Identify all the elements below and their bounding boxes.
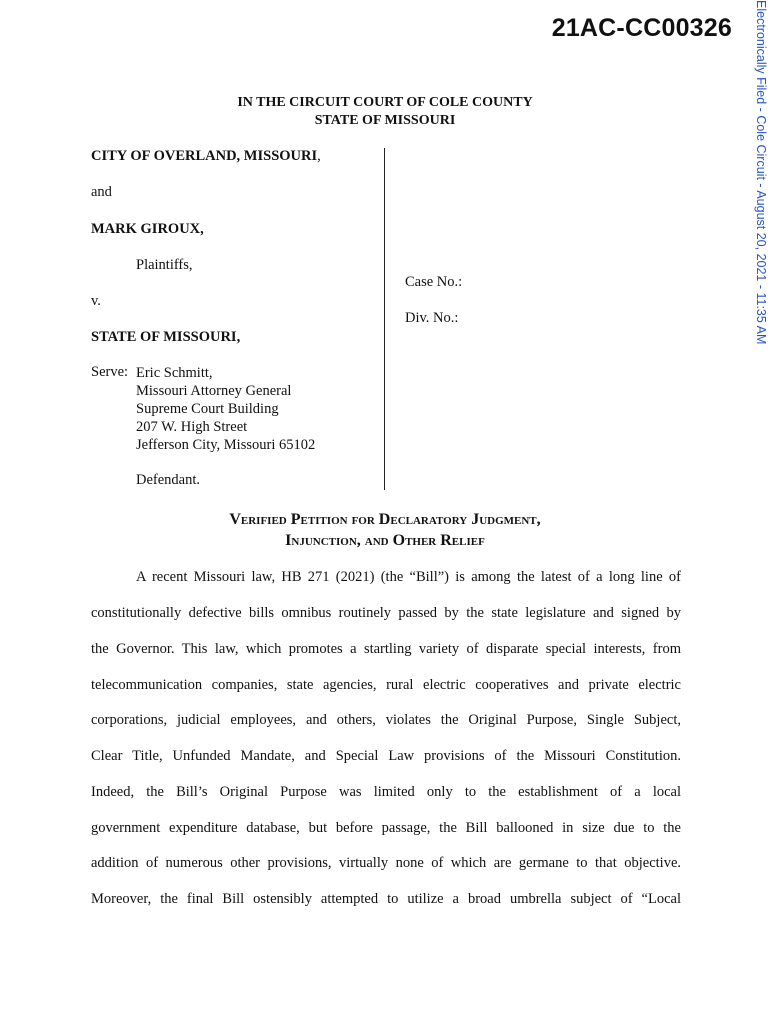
body-line: Clear Title, Unfunded Mandate, and Special Law provisions of the Missouri Constitution.: [91, 748, 681, 764]
body-line: Moreover, the final Bill ostensibly attempted to utilize a broad umbrella subject of “Local: [91, 891, 681, 907]
serve-line: 207 W. High Street: [136, 419, 248, 435]
and-conjunction: and: [91, 184, 112, 200]
versus: v.: [91, 293, 101, 309]
petition-title: [0, 509, 770, 551]
body-line: government expenditure database, but before passage, the Bill ballooned in size due to the: [91, 820, 681, 836]
caption-divider: [384, 148, 385, 490]
body-line: Indeed, the Bill’s Original Purpose was limited only to the establishment of a local: [91, 784, 681, 800]
plaintiff-2: MARK GIROUX,: [91, 221, 204, 237]
case-number: 21AC-CC00326: [551, 14, 732, 42]
div-no-label: Div. No.:: [405, 310, 459, 326]
body-line: constitutionally defective bills omnibus routinely passed by the state legislature and signed by: [91, 605, 681, 621]
plaintiff-1: CITY OF OVERLAND, MISSOURI: [91, 148, 318, 164]
serve-label: Serve:: [91, 364, 129, 380]
case-no-label: Case No.:: [405, 274, 463, 290]
defendant-label: Defendant.: [136, 472, 201, 488]
serve-address: [136, 364, 315, 454]
defendant-name: STATE OF MISSOURI,: [91, 329, 241, 345]
court-heading: [0, 94, 770, 130]
title-line-2: Injunction, and Other Relief: [285, 532, 485, 549]
body-line: A recent Missouri law, HB 271 (2021) (the “Bill”) is among the latest of a long line of: [136, 569, 681, 585]
plaintiffs-label: Plaintiffs,: [136, 257, 193, 273]
plaintiff-line: [91, 148, 321, 165]
serve-line: Eric Schmitt,: [136, 365, 213, 381]
serve-line: Supreme Court Building: [136, 401, 279, 417]
court-state: STATE OF MISSOURI: [314, 113, 456, 128]
filing-stamp: Electronically Filed - Cole Circuit - August 20, 2021 - 11:35 AM: [754, 0, 768, 345]
body-line: telecommunication companies, state agencies, rural electric cooperatives and private electric: [91, 677, 681, 693]
body-line: addition of numerous other provisions, virtually none of which are germane to that objective.: [91, 855, 681, 871]
body-line: the Governor. This law, which promotes a startling variety of disparate special interests, from: [91, 641, 681, 657]
title-line-1: Verified Petition for Declaratory Judgment,: [229, 511, 541, 528]
plaintiff-1-comma: ,: [317, 148, 321, 164]
serve-line: Missouri Attorney General: [136, 383, 292, 399]
court-name: IN THE CIRCUIT COURT OF COLE COUNTY: [237, 95, 533, 110]
serve-line: Jefferson City, Missouri 65102: [136, 437, 316, 453]
body-line: corporations, judicial employees, and others, violates the Original Purpose, Single Subject,: [91, 712, 681, 728]
